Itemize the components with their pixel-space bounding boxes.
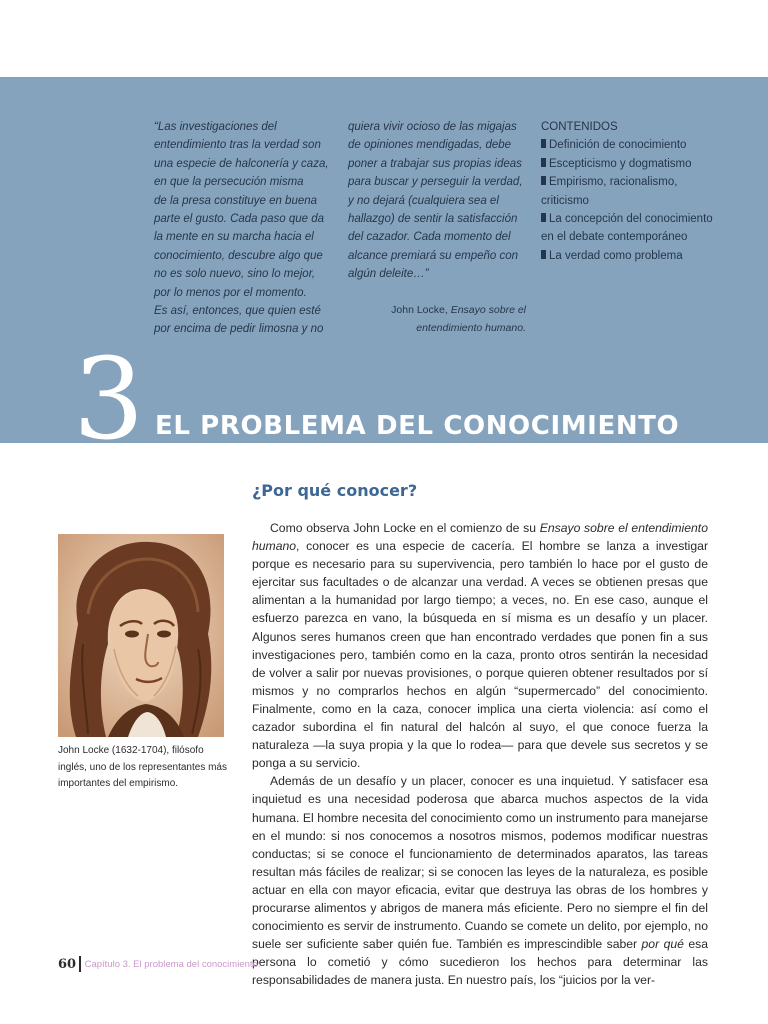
- chapter-title: EL PROBLEMA DEL CONOCIMIENTO: [155, 411, 680, 441]
- page-number: 60: [58, 956, 77, 972]
- contents-item: Definición de conocimiento: [541, 136, 721, 154]
- epigraph-work: Ensayo sobre el entendimiento humano.: [416, 304, 526, 334]
- body-text: [252, 519, 708, 989]
- contents-box: [541, 118, 721, 265]
- section-title: ¿Por qué conocer?: [252, 481, 418, 500]
- epigraph-column-1: “Las investigaciones del entendimiento tras la verdad son una especie de halconería y caza, en que la persecución misma de la presa constituye en buena parte el gusto. Cada paso que da la mente en su marcha hacia el conocimiento, descubre algo que no es solo nuevo, sino lo mejor, por lo menos por el momento. Es así, entonces, que quien esté por encima de pedir limosna y no: [154, 121, 329, 336]
- chapter-number: 3: [73, 335, 145, 465]
- bullet-square-icon: [541, 176, 546, 185]
- contents-item: Escepticismo y dogmatismo: [541, 155, 721, 173]
- epigraph-author: John Locke,: [391, 304, 448, 316]
- bullet-square-icon: [541, 158, 546, 167]
- bullet-square-icon: [541, 213, 546, 222]
- contents-item: La verdad como problema: [541, 247, 721, 265]
- bullet-square-icon: [541, 139, 546, 148]
- bullet-square-icon: [541, 250, 546, 259]
- portrait-john-locke: [58, 534, 224, 737]
- page-footer: [58, 956, 260, 972]
- body-paragraph: Como observa John Locke en el comienzo de su Ensayo sobre el entendimiento humano, conocer es una especie de cacería. El hombre se lanza a investigar porque es necesario para su supervivencia, pero también lo hace por el gusto de ejercitar sus facultades o de alcanzar una verdad. A veces se obtienen presas que alimentan a la humanidad por largo tiempo; a veces, no. En ese caso, aunque el esfuerzo parezca en vano, la búsqueda en sí misma es un desafío y un placer. Algunos seres humanos creen que han encontrado verdades que ponen fin a sus investigaciones pero, también como en la caza, pronto otros sentirán la necesidad de volver a salir por nuevas provisiones, o porque quieren obtener resultados por sí mismos y no comprarlos hechos en algún “supermercado” del conocimiento. Finalmente, como en la caza, conocer implica una cierta violencia: así como el cazador subordina el fin natural del halcón al suyo, el que conoce fuerza la naturaleza —la suya propia y la que lo rodea— para que devele sus secretos y se ponga a su servicio.: [252, 521, 708, 771]
- running-footer-chapter: Capítulo 3. El problema del conocimiento.: [84, 958, 261, 970]
- epigraph-attribution: [346, 301, 526, 337]
- epigraph-column-2: quiera vivir ocioso de las migajas de opiniones mendigadas, debe poner a trabajar sus propias ideas para buscar y perseguir la verdad, y no dejará (cualquiera sea el hallazgo) de sentir la satisfacción del cazador. Cada momento del alcance premiará su empeño con algún deleite…”: [348, 121, 523, 281]
- contents-item: La concepción del conocimiento en el debate contemporáneo: [541, 213, 713, 244]
- contents-heading: CONTENIDOS: [541, 121, 618, 133]
- footer-divider: [79, 956, 81, 972]
- portrait-caption: John Locke (1632-1704), filósofo inglés, uno de los representantes más importantes del empirismo.: [58, 745, 227, 789]
- contents-list: [541, 136, 721, 265]
- contents-item: Empirismo, racionalismo, criticismo: [541, 176, 678, 207]
- body-paragraph: Además de un desafío y un placer, conocer es una inquietud. Y satisfacer esa inquietud es una necesidad poderosa que abarca muchos aspectos de la vida humana. El hombre necesita del conocimiento como un instrumento para manejarse en el mundo: si nos conocemos a nosotros mismos, podemos modificar nuestras conductas; si se conoce el funcionamiento de determinados aparatos, las tareas resultan más fáciles de realizar; si se conocen las leyes de la naturaleza, es posible actuar en ella con mayor eficacia, evitar que destruya las obras de los hombres y procurarse alimentos y abrigos de manera más eficiente. Pero no siempre el fin del conocimiento es servir de instrumento. Cuando se comete un delito, por ejemplo, no suele ser suficiente saber quién fue. También es imprescindible saber por qué esa persona lo cometió y cómo sucedieron los hechos para determinar las responsabilidades de manera justa. En nuestro país, los “juicios por la ver-: [252, 774, 708, 988]
